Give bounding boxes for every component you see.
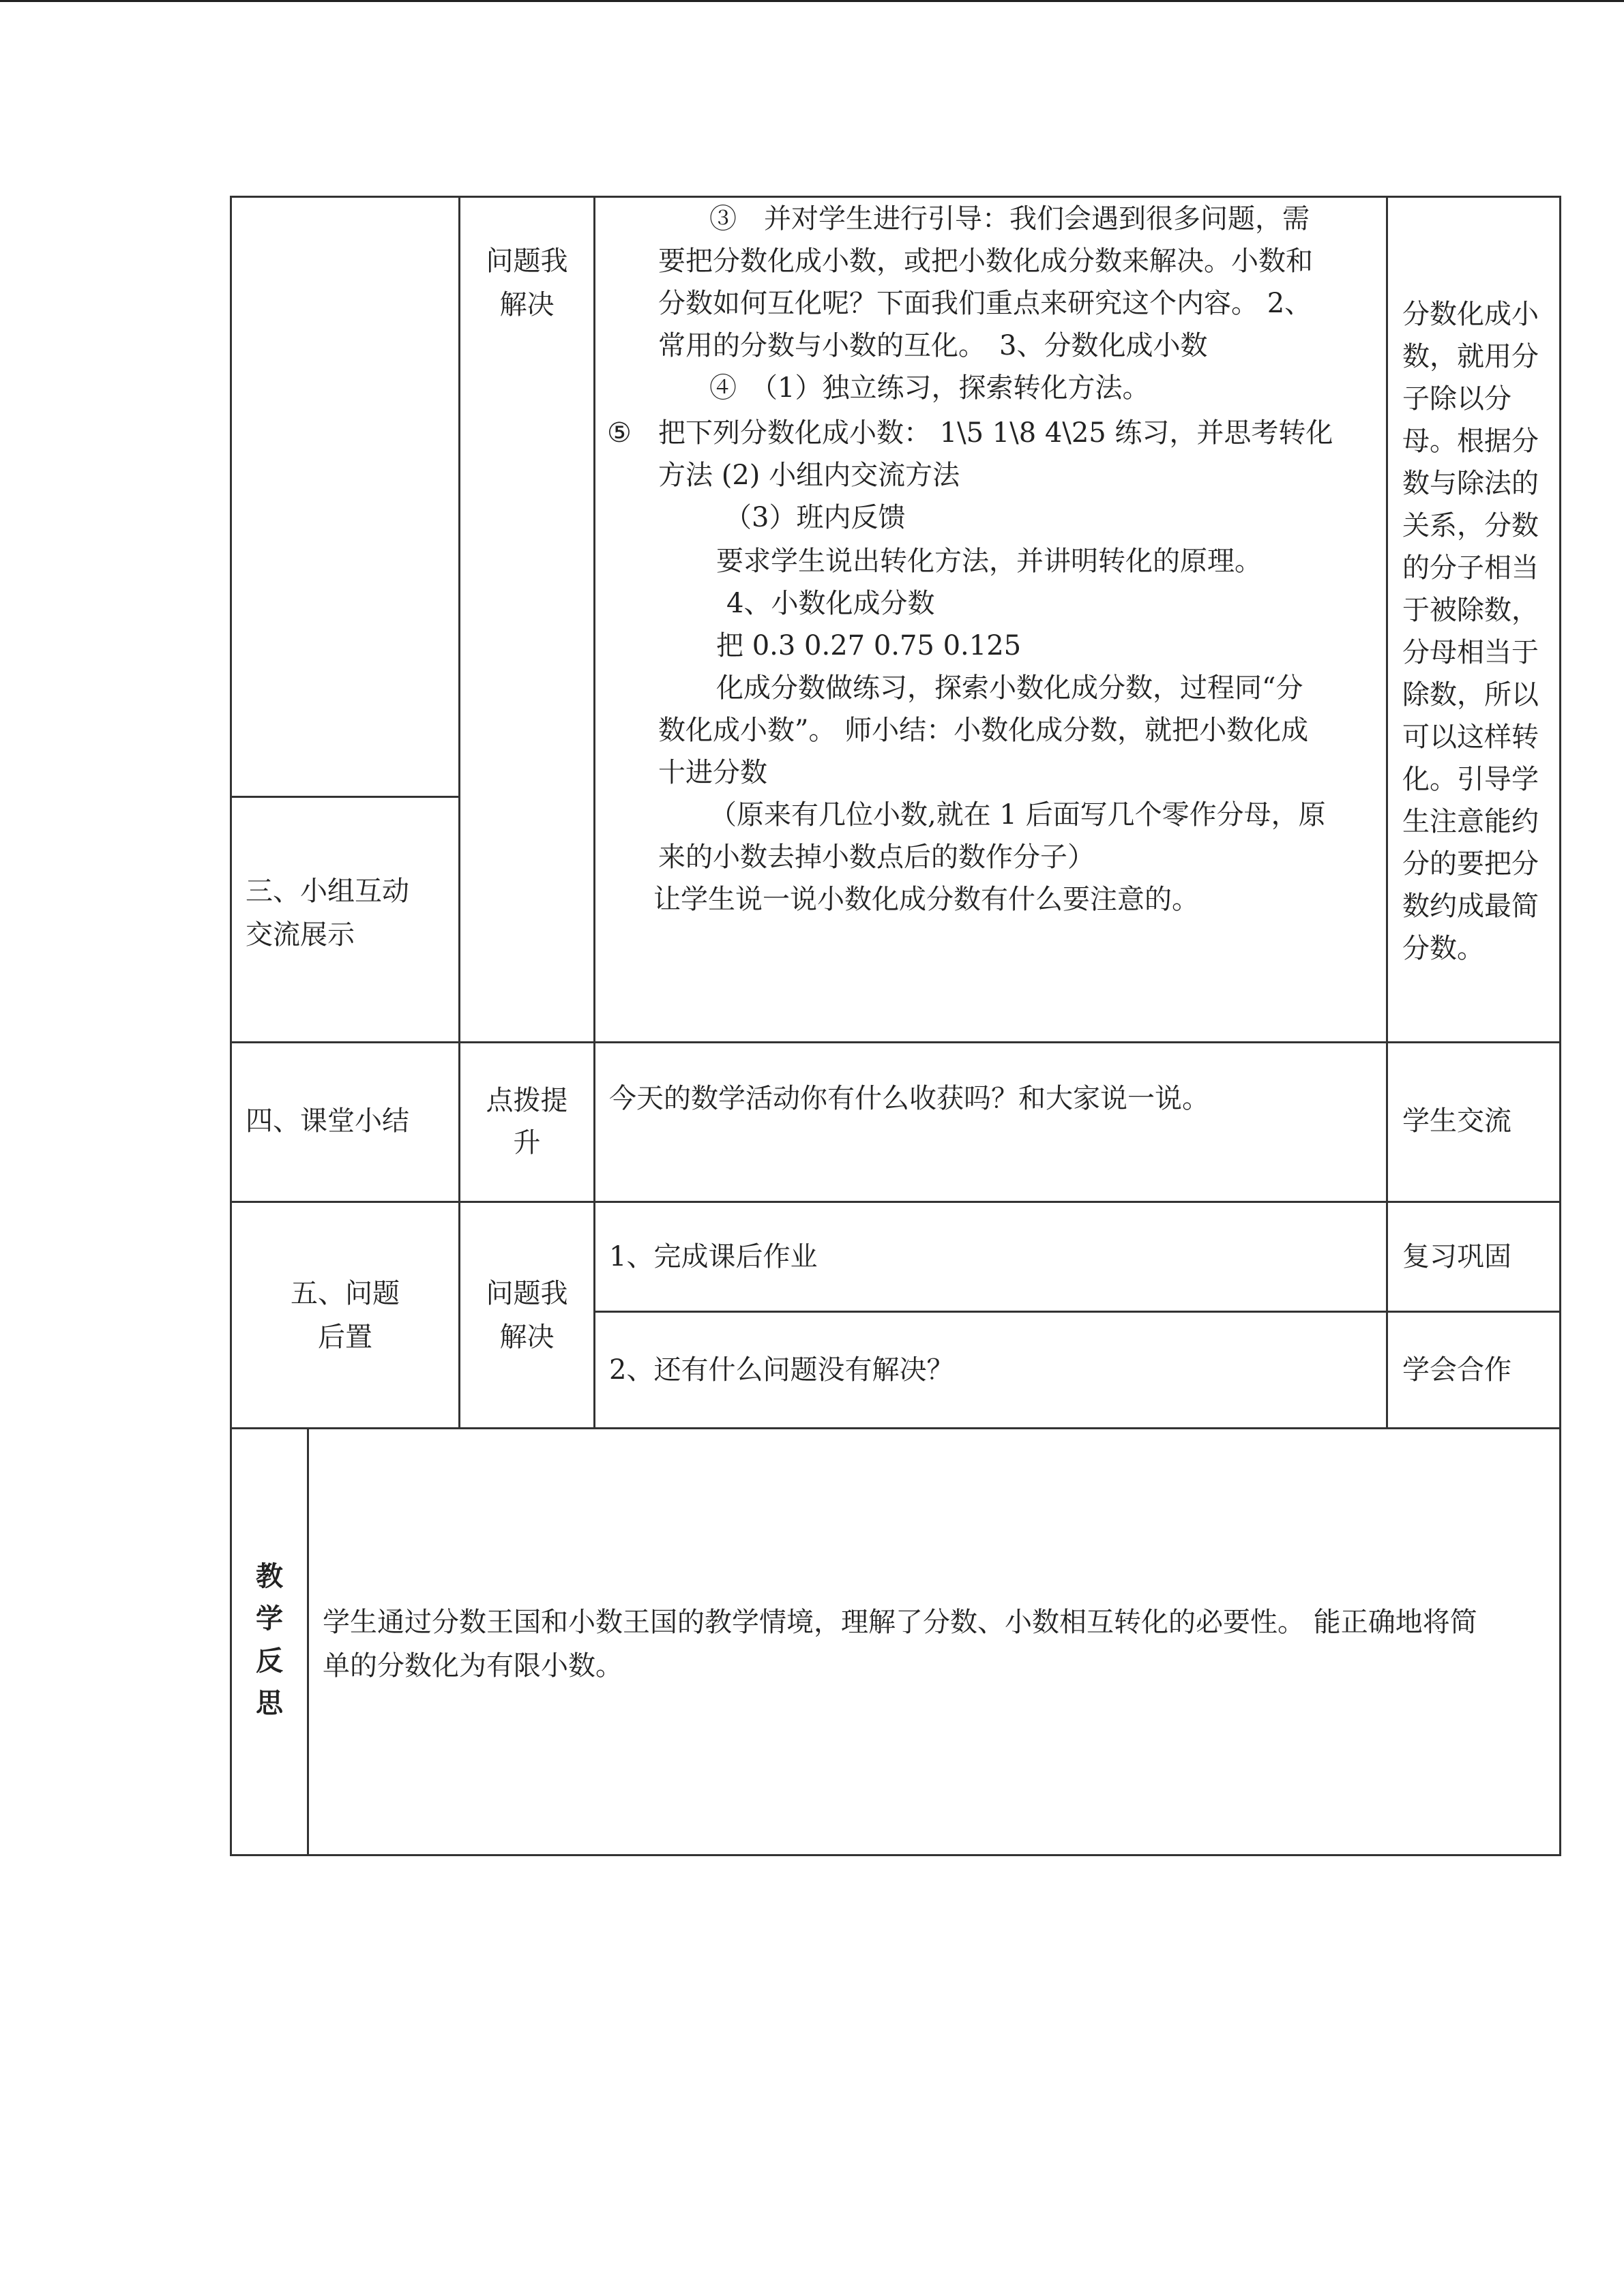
content-line: 把下列分数化成小数： 1\5 1\8 4\25 练习，并思考转化 xyxy=(658,417,1333,449)
reflection-label-char: 反 xyxy=(256,1645,283,1677)
row2-content: 今天的数学活动你有什么收获吗？和大家说一说。 xyxy=(609,1083,1209,1114)
row1-method-label-line2: 解决 xyxy=(499,289,555,320)
content-line: 让学生说一说小数化成分数有什么要注意的。 xyxy=(653,884,1199,915)
note-line: 数与除法的 xyxy=(1402,468,1539,499)
reflection-text-line: 学生通过分数王国和小数王国的教学情境，理解了分数、小数相互转化的必要性。 能正确地将简 xyxy=(323,1607,1477,1638)
row3-method-label-line1: 问题我 xyxy=(486,1278,568,1309)
note-line: 分数化成小 xyxy=(1402,299,1539,330)
note-line: 母。根据分 xyxy=(1402,426,1539,457)
content-line: 4、小数化成分数 xyxy=(726,588,935,619)
table-line xyxy=(458,196,460,1429)
row3-stage-label-line1: 五、问题 xyxy=(291,1278,400,1309)
note-line: 于被除数， xyxy=(1402,595,1539,626)
table-line xyxy=(593,196,595,1429)
row2-note: 学生交流 xyxy=(1402,1105,1511,1137)
reflection-label-char: 教 xyxy=(256,1560,283,1592)
content-line: 化成分数做练习，探索小数化成分数，过程同“分 xyxy=(716,672,1303,704)
note-line: 生注意能约 xyxy=(1402,806,1539,837)
row3-note2: 学会合作 xyxy=(1402,1354,1511,1386)
row3-stage-label-line2: 后置 xyxy=(318,1322,372,1353)
content-line: 要把分数化成小数，或把小数化成分数来解决。小数和 xyxy=(658,245,1313,277)
note-line: 数，就用分 xyxy=(1402,341,1539,372)
row3-method-label-line2: 解决 xyxy=(499,1322,555,1353)
table-line xyxy=(230,796,460,798)
content-line: （3）班内反馈 xyxy=(724,502,906,533)
reflection-label-char: 学 xyxy=(256,1602,283,1635)
row2-method-label-line1: 点拨提 xyxy=(486,1085,568,1116)
content-line: 把 0.3 0.27 0.75 0.125 xyxy=(716,630,1022,661)
table-line xyxy=(230,1427,1561,1429)
content-line: ④ （1）独立练习，探索转化方法。 xyxy=(709,372,1150,404)
content-line: 数化成小数”。 师小结：小数化成分数，就把小数化成 xyxy=(658,715,1309,746)
table-line xyxy=(1386,196,1388,1429)
row3-note1: 复习巩固 xyxy=(1402,1241,1511,1272)
page-top-border xyxy=(0,0,1624,2)
table-line xyxy=(307,1427,309,1856)
content-line: 方法 (2) 小组内交流方法 xyxy=(658,460,960,491)
row3-item2: 2、还有什么问题没有解决？ xyxy=(609,1354,954,1386)
content-line: ③ 并对学生进行引导：我们会遇到很多问题，需 xyxy=(709,203,1310,235)
content-line: 要求学生说出转化方法，并讲明转化的原理。 xyxy=(716,546,1262,577)
content-line: 分数如何互化呢？下面我们重点来研究这个内容。 2、 xyxy=(658,288,1312,319)
table-line xyxy=(230,1201,1561,1203)
reflection-label-char: 思 xyxy=(256,1687,283,1719)
note-line: 分母相当于 xyxy=(1402,637,1539,668)
row1-stage-label-line2: 交流展示 xyxy=(246,919,355,951)
row3-item1: 1、完成课后作业 xyxy=(609,1241,818,1272)
note-line: 分的要把分 xyxy=(1402,848,1539,880)
note-line: 数约成最简 xyxy=(1402,891,1539,922)
table-line xyxy=(1559,196,1561,1856)
reflection-text-line: 单的分数化为有限小数。 xyxy=(323,1650,623,1682)
note-line: 除数，所以 xyxy=(1402,679,1539,711)
note-line: 分数。 xyxy=(1402,933,1484,964)
content-line: 十进分数 xyxy=(658,757,767,788)
note-line: 的分子相当 xyxy=(1402,552,1539,584)
content-line: 来的小数去掉小数点后的数作分子） xyxy=(658,841,1095,873)
row1-method-label-line1: 问题我 xyxy=(486,245,568,277)
note-line: 化。引导学 xyxy=(1402,764,1539,795)
note-line: 关系，分数 xyxy=(1402,510,1539,541)
note-line: 子除以分 xyxy=(1402,383,1511,415)
table-line xyxy=(593,1311,1561,1313)
row1-stage-label-line1: 三、小组互动 xyxy=(246,876,409,907)
content-line: ⑤ xyxy=(607,417,632,449)
content-line: 常用的分数与小数的互化。 3、分数化成小数 xyxy=(658,330,1208,361)
row2-method-label-line2: 升 xyxy=(513,1127,541,1159)
table-line xyxy=(230,1854,1561,1856)
row2-stage-label: 四、课堂小结 xyxy=(246,1105,409,1137)
table-line xyxy=(230,1041,1561,1043)
note-line: 可以这样转 xyxy=(1402,721,1539,753)
content-line: （原来有几位小数,就在 1 后面写几个零作分母，原 xyxy=(709,799,1326,831)
